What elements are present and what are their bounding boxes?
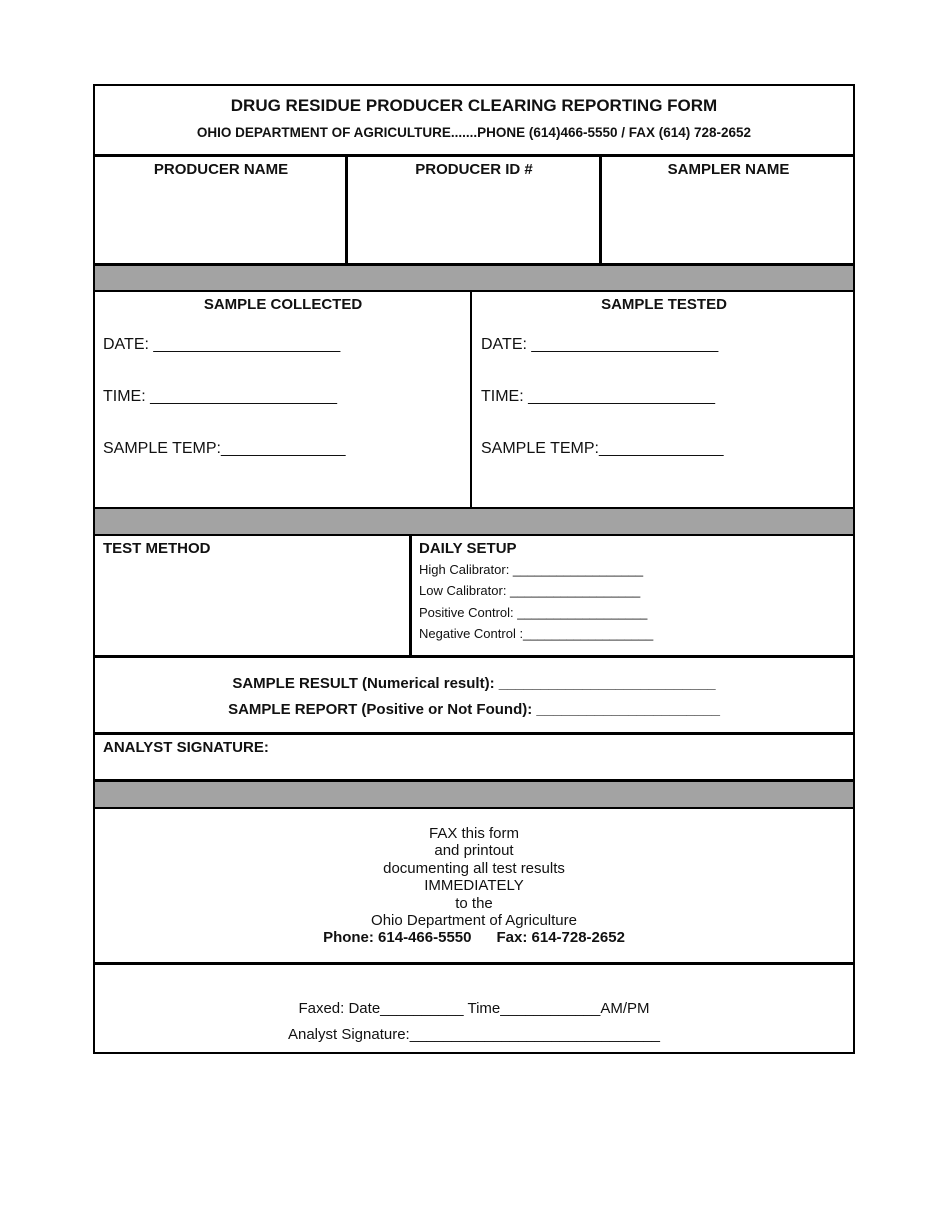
fax-notice-line: documenting all test results xyxy=(383,859,565,877)
collected-time-field[interactable]: TIME: _____________________ xyxy=(103,388,337,405)
divider xyxy=(95,732,853,735)
gray-separator xyxy=(95,782,853,807)
fax-notice-line: to the xyxy=(455,894,493,912)
daily-setup-heading: DAILY SETUP xyxy=(419,540,517,557)
divider xyxy=(95,154,853,157)
fax-notice xyxy=(95,825,853,947)
divider xyxy=(95,655,853,658)
fax-notice-line: and printout xyxy=(434,842,514,860)
test-method-label: TEST METHOD xyxy=(103,540,211,557)
tested-time-field[interactable]: TIME: _____________________ xyxy=(481,388,715,405)
high-calibrator-field[interactable]: High Calibrator: __________________ xyxy=(419,562,644,577)
sampler-name-label: SAMPLER NAME xyxy=(667,161,790,178)
fax-notice-line: Ohio Department of Agriculture xyxy=(371,912,577,930)
low-calibrator-field[interactable]: Low Calibrator: __________________ xyxy=(419,583,641,598)
collected-temp-field[interactable]: SAMPLE TEMP:______________ xyxy=(103,440,346,457)
fax-notice-line: IMMEDIATELY xyxy=(424,877,524,895)
phone-number: Phone: 614-466-5550 xyxy=(323,929,472,947)
producer-id-field[interactable] xyxy=(349,186,598,262)
analyst-signature-label: ANALYST SIGNATURE: xyxy=(103,739,269,756)
analyst-signature-field[interactable] xyxy=(95,756,853,778)
divider xyxy=(95,962,853,965)
divider xyxy=(409,536,412,657)
collected-date-field[interactable]: DATE: _____________________ xyxy=(103,336,341,353)
producer-name-label: PRODUCER NAME xyxy=(153,161,289,178)
test-method-field[interactable] xyxy=(95,562,407,654)
form-subtitle: OHIO DEPARTMENT OF AGRICULTURE.......PHONE (614)466-5550 / FAX (614) 728-2652 xyxy=(196,125,752,140)
fax-notice-line: FAX this form xyxy=(428,825,520,842)
negative-control-field[interactable]: Negative Control :__________________ xyxy=(419,626,654,641)
divider xyxy=(95,290,853,292)
form-title: DRUG RESIDUE PRODUCER CLEARING REPORTING FORM xyxy=(230,96,718,115)
tested-date-field[interactable]: DATE: _____________________ xyxy=(481,336,719,353)
divider xyxy=(95,807,853,809)
gray-separator xyxy=(95,509,853,534)
sample-result-field[interactable]: SAMPLE RESULT (Numerical result): __________________________ xyxy=(232,675,716,692)
sample-collected-heading: SAMPLE COLLECTED xyxy=(203,296,363,313)
report-form xyxy=(93,84,855,1054)
divider xyxy=(470,291,472,509)
tested-temp-field[interactable]: SAMPLE TEMP:______________ xyxy=(481,440,724,457)
contact-numbers xyxy=(95,929,853,946)
sample-report-field[interactable]: SAMPLE REPORT (Positive or Not Found): ______________________ xyxy=(228,701,720,718)
producer-id-label: PRODUCER ID # xyxy=(415,161,533,178)
sampler-name-field[interactable] xyxy=(603,186,855,262)
gray-separator xyxy=(95,266,853,290)
fax-number: Fax: 614-728-2652 xyxy=(496,929,625,947)
faxed-date-time-field[interactable]: Faxed: Date__________ Time____________AM/PM xyxy=(298,1000,650,1017)
producer-name-field[interactable] xyxy=(95,186,345,262)
sample-tested-heading: SAMPLE TESTED xyxy=(601,296,727,313)
faxed-analyst-signature-field[interactable]: Analyst Signature:______________________________ xyxy=(287,1026,660,1043)
divider xyxy=(95,534,853,536)
positive-control-field[interactable]: Positive Control: __________________ xyxy=(419,605,648,620)
